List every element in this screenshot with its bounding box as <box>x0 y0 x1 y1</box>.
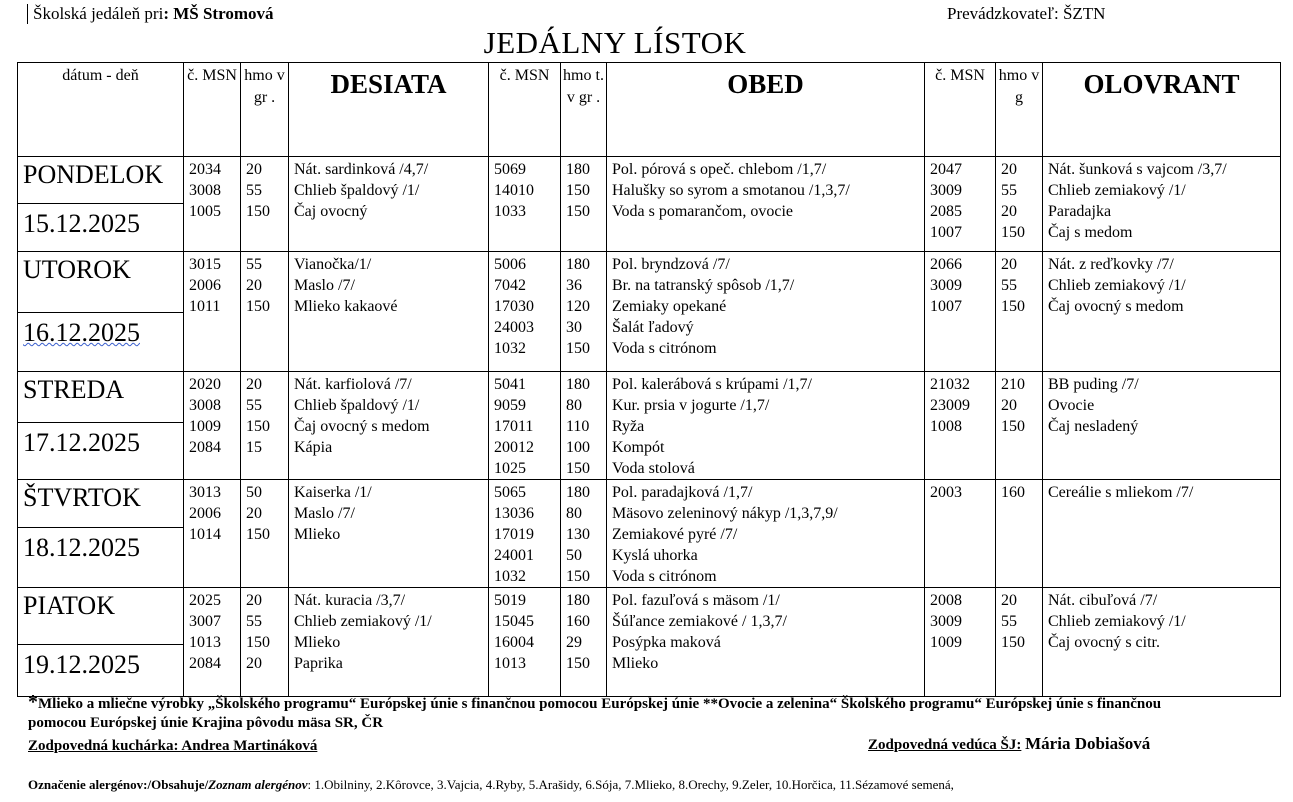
weight-obed-line: 150 <box>566 182 590 199</box>
weight-desiata-line: 15 <box>246 439 262 456</box>
day-cell <box>18 480 184 588</box>
olovrant-items-line: Chlieb zemiakový /1/ <box>1048 613 1186 630</box>
msn-desiata-line: 2025 <box>189 592 221 609</box>
msn-desiata-line: 1011 <box>189 298 221 315</box>
obed-items-line: Kyslá uhorka <box>612 547 698 564</box>
msn-olovrant-line: 3009 <box>930 182 962 199</box>
msn-obed-line: 17019 <box>494 526 534 543</box>
weight-obed-line: 50 <box>566 547 582 564</box>
weight-olovrant-line: 150 <box>1001 634 1025 651</box>
msn-olovrant-line: 1007 <box>930 298 962 315</box>
weight-desiata-cell <box>241 372 289 480</box>
weight-olovrant-line: 160 <box>1001 484 1025 501</box>
msn-olovrant-cell <box>925 588 996 697</box>
operator: Prevádzkovateľ: ŠZTN <box>947 4 1106 23</box>
col-weight-desiata: hmo v gr . <box>241 63 289 157</box>
obed-items-line: Pol. paradajková /1,7/ <box>612 484 753 501</box>
olovrant-items-line: Čaj ovocný s medom <box>1048 298 1184 315</box>
day-date: 18.12.2025 <box>23 533 140 562</box>
day-row <box>18 588 1281 697</box>
weight-obed-line: 150 <box>566 460 590 477</box>
weight-obed-cell <box>561 588 607 697</box>
msn-obed-line: 24003 <box>494 319 534 336</box>
weight-obed-line: 180 <box>566 484 590 501</box>
obed-items-line: Posýpka maková <box>612 634 721 651</box>
weight-desiata-line: 55 <box>246 182 262 199</box>
day-date: 15.12.2025 <box>23 209 140 238</box>
col-date-day: dátum - deň <box>18 63 184 157</box>
msn-obed-line: 1025 <box>494 460 526 477</box>
weight-desiata-line: 20 <box>246 592 262 609</box>
olovrant-items-cell <box>1043 588 1281 697</box>
weight-desiata-cell <box>241 480 289 588</box>
msn-obed-line: 14010 <box>494 182 534 199</box>
col-msn-olovrant: č. MSN <box>925 63 996 157</box>
msn-obed-line: 16004 <box>494 634 534 651</box>
olovrant-items-line: Nát. cibuľová /7/ <box>1048 592 1158 609</box>
weight-obed-line: 180 <box>566 256 590 273</box>
desiata-items-line: Maslo /7/ <box>294 505 355 522</box>
obed-items-line: Šalát ľadový <box>612 319 694 336</box>
day-row <box>18 372 1281 480</box>
weight-olovrant-cell <box>996 157 1043 252</box>
olovrant-items-line: Čaj ovocný s citr. <box>1048 634 1160 651</box>
olovrant-items-line: Chlieb zemiakový /1/ <box>1048 182 1186 199</box>
day-row <box>18 157 1281 252</box>
msn-obed-line: 9059 <box>494 397 526 414</box>
col-msn-desiata: č. MSN <box>184 63 241 157</box>
msn-desiata-line: 2020 <box>189 376 221 393</box>
desiata-items-line: Chlieb špaldový /1/ <box>294 182 420 199</box>
olovrant-items-cell <box>1043 252 1281 372</box>
msn-olovrant-line: 1007 <box>930 224 962 241</box>
msn-obed-line: 7042 <box>494 277 526 294</box>
weight-obed-cell <box>561 372 607 480</box>
msn-olovrant-line: 2085 <box>930 203 962 220</box>
weight-obed-line: 150 <box>566 340 590 357</box>
msn-desiata-line: 1013 <box>189 634 221 651</box>
allergen-label-italic: Zoznam alergénov <box>208 777 308 792</box>
weight-obed-line: 160 <box>566 613 590 630</box>
weight-obed-cell <box>561 252 607 372</box>
weight-olovrant-cell <box>996 480 1043 588</box>
olovrant-items-line: Chlieb zemiakový /1/ <box>1048 277 1186 294</box>
obed-items-line: Voda stolová <box>612 460 695 477</box>
responsible-head <box>868 733 1150 756</box>
allergen-label: Označenie alergénov:/Obsahuje/ <box>28 777 209 792</box>
weight-olovrant-cell <box>996 588 1043 697</box>
menu-table <box>17 62 1281 697</box>
weight-olovrant-line: 150 <box>1001 418 1025 435</box>
msn-olovrant-line: 2003 <box>930 484 962 501</box>
msn-desiata-line: 3013 <box>189 484 221 501</box>
day-date: 19.12.2025 <box>23 650 140 679</box>
header-row <box>18 63 1281 157</box>
msn-desiata-line: 2006 <box>189 505 221 522</box>
olovrant-items-line: Paradajka <box>1048 203 1112 220</box>
weight-desiata-line: 55 <box>246 256 262 273</box>
desiata-items-line: Nát. karfiolová /7/ <box>294 376 412 393</box>
obed-items-line: Ryža <box>612 418 645 435</box>
day-name: PIATOK <box>18 588 183 645</box>
obed-items-line: Halušky so syrom a smotanou /1,3,7/ <box>612 182 850 199</box>
weight-desiata-line: 20 <box>246 161 262 178</box>
note-star: * <box>28 691 38 713</box>
weight-desiata-line: 150 <box>246 203 270 220</box>
page-title: JEDÁLNY LÍSTOK <box>483 25 747 60</box>
olovrant-items-cell <box>1043 157 1281 252</box>
weight-olovrant-line: 20 <box>1001 592 1017 609</box>
msn-desiata-cell <box>184 372 241 480</box>
head-label: Zodpovedná vedúca ŠJ: <box>868 737 1022 753</box>
msn-desiata-cell <box>184 588 241 697</box>
weight-desiata-cell <box>241 588 289 697</box>
weight-olovrant-cell <box>996 372 1043 480</box>
msn-obed-line: 5019 <box>494 592 526 609</box>
col-obed: OBED <box>607 63 925 157</box>
obed-items-cell <box>607 252 925 372</box>
olovrant-items-line: Ovocie <box>1048 397 1095 414</box>
desiata-items-line: Mlieko kakaové <box>294 298 398 315</box>
msn-desiata-line: 3007 <box>189 613 221 630</box>
weight-obed-line: 80 <box>566 397 582 414</box>
day-name: ŠTVRTOK <box>18 480 183 528</box>
obed-items-line: Kur. prsia v jogurte /1,7/ <box>612 397 770 414</box>
msn-olovrant-cell <box>925 157 996 252</box>
col-weight-obed: hmo t. v gr . <box>561 63 607 157</box>
day-name: UTOROK <box>18 252 183 313</box>
weight-olovrant-line: 20 <box>1001 161 1017 178</box>
msn-obed-cell <box>489 252 561 372</box>
weight-obed-line: 36 <box>566 277 582 294</box>
desiata-items-line: Paprika <box>294 655 343 672</box>
msn-obed-line: 1032 <box>494 340 526 357</box>
col-olovrant: OLOVRANT <box>1043 63 1281 157</box>
msn-olovrant-line: 1008 <box>930 418 962 435</box>
msn-obed-line: 17011 <box>494 418 534 435</box>
school-name: : MŠ Stromová <box>163 4 274 23</box>
col-weight-olovrant: hmo v g <box>996 63 1043 157</box>
msn-olovrant-line: 2047 <box>930 161 962 178</box>
msn-desiata-line: 3008 <box>189 182 221 199</box>
weight-desiata-line: 150 <box>246 298 270 315</box>
olovrant-items-line: BB puding /7/ <box>1048 376 1139 393</box>
weight-obed-line: 180 <box>566 161 590 178</box>
col-msn-obed: č. MSN <box>489 63 561 157</box>
program-note <box>28 693 1178 733</box>
day-cell <box>18 588 184 697</box>
weight-desiata-line: 20 <box>246 277 262 294</box>
msn-desiata-line: 2034 <box>189 161 221 178</box>
desiata-items-line: Mlieko <box>294 634 341 651</box>
msn-obed-cell <box>489 372 561 480</box>
day-date: 17.12.2025 <box>23 428 140 457</box>
weight-obed-line: 180 <box>566 376 590 393</box>
msn-desiata-line: 3008 <box>189 397 221 414</box>
msn-obed-line: 1033 <box>494 203 526 220</box>
desiata-items-cell <box>289 372 489 480</box>
msn-obed-cell <box>489 480 561 588</box>
weight-olovrant-line: 20 <box>1001 203 1017 220</box>
responsible-cook: Zodpovedná kuchárka: Andrea Martináková <box>28 738 318 754</box>
weight-obed-line: 120 <box>566 298 590 315</box>
obed-items-line: Zemiakové pyré /7/ <box>612 526 738 543</box>
msn-olovrant-line: 3009 <box>930 277 962 294</box>
msn-olovrant-line: 21032 <box>930 376 970 393</box>
weight-desiata-line: 150 <box>246 418 270 435</box>
msn-desiata-line: 2084 <box>189 439 221 456</box>
olovrant-items-line: Čaj nesladený <box>1048 418 1139 435</box>
obed-items-cell <box>607 588 925 697</box>
allergen-list: : 1.Obilniny, 2.Kôrovce, 3.Vajcia, 4.Ryby, 5.Arašidy, 6.Sója, 7.Mlieko, 8.Orechy, 9.Zeler, 10.Horčica, 11.Sézamové semená, <box>307 777 954 792</box>
msn-obed-line: 1032 <box>494 568 526 585</box>
weight-obed-line: 29 <box>566 634 582 651</box>
msn-obed-cell <box>489 588 561 697</box>
weight-desiata-line: 150 <box>246 634 270 651</box>
obed-items-line: Pol. fazuľová s mäsom /1/ <box>612 592 780 609</box>
allergen-legend <box>28 777 954 793</box>
msn-olovrant-line: 2008 <box>930 592 962 609</box>
weight-olovrant-line: 150 <box>1001 224 1025 241</box>
weight-obed-line: 180 <box>566 592 590 609</box>
weight-desiata-line: 20 <box>246 505 262 522</box>
obed-items-line: Pol. pórová s opeč. chlebom /1,7/ <box>612 161 827 178</box>
msn-olovrant-line: 3009 <box>930 613 962 630</box>
olovrant-items-cell <box>1043 480 1281 588</box>
weight-olovrant-line: 55 <box>1001 613 1017 630</box>
msn-olovrant-cell <box>925 480 996 588</box>
obed-items-line: Šúľance zemiakové / 1,3,7/ <box>612 613 787 630</box>
obed-items-line: Voda s citrónom <box>612 340 717 357</box>
obed-items-line: Voda s pomarančom, ovocie <box>612 203 793 220</box>
msn-obed-line: 5069 <box>494 161 526 178</box>
olovrant-items-line: Nát. z reďkovky /7/ <box>1048 256 1174 273</box>
col-desiata: DESIATA <box>289 63 489 157</box>
obed-items-cell <box>607 372 925 480</box>
weight-obed-line: 130 <box>566 526 590 543</box>
day-name: STREDA <box>18 372 183 423</box>
day-cell <box>18 157 184 252</box>
desiata-items-line: Nát. kuracia /3,7/ <box>294 592 406 609</box>
obed-items-line: Mlieko <box>612 655 659 672</box>
obed-items-line: Pol. bryndzová /7/ <box>612 256 730 273</box>
weight-obed-cell <box>561 480 607 588</box>
msn-desiata-cell <box>184 157 241 252</box>
desiata-items-line: Chlieb špaldový /1/ <box>294 397 420 414</box>
weight-desiata-line: 55 <box>246 613 262 630</box>
canteen-name <box>27 4 274 24</box>
obed-items-line: Voda s citrónom <box>612 568 717 585</box>
obed-items-line: Kompót <box>612 439 665 456</box>
desiata-items-line: Nát. sardinková /4,7/ <box>294 161 429 178</box>
day-row <box>18 480 1281 588</box>
msn-desiata-line: 3015 <box>189 256 221 273</box>
msn-desiata-line: 1009 <box>189 418 221 435</box>
msn-desiata-cell <box>184 480 241 588</box>
weight-olovrant-line: 55 <box>1001 182 1017 199</box>
weight-obed-line: 100 <box>566 439 590 456</box>
msn-obed-cell <box>489 157 561 252</box>
weight-desiata-cell <box>241 157 289 252</box>
canteen-prefix: Školská jedáleň pri <box>33 4 164 23</box>
weight-desiata-line: 50 <box>246 484 262 501</box>
desiata-items-line: Čaj ovocný <box>294 203 368 220</box>
msn-olovrant-cell <box>925 252 996 372</box>
olovrant-items-line: Cereálie s mliekom /7/ <box>1048 484 1194 501</box>
msn-obed-line: 1013 <box>494 655 526 672</box>
day-row <box>18 252 1281 372</box>
obed-items-line: Mäsovo zeleninový nákyp /1,3,7,9/ <box>612 505 838 522</box>
olovrant-items-cell <box>1043 372 1281 480</box>
msn-olovrant-line: 1009 <box>930 634 962 651</box>
weight-obed-line: 150 <box>566 655 590 672</box>
obed-items-cell <box>607 157 925 252</box>
weight-olovrant-cell <box>996 252 1043 372</box>
day-cell <box>18 252 184 372</box>
msn-desiata-line: 1005 <box>189 203 221 220</box>
desiata-items-line: Kápia <box>294 439 333 456</box>
msn-desiata-line: 2084 <box>189 655 221 672</box>
weight-desiata-line: 20 <box>246 376 262 393</box>
weight-olovrant-line: 150 <box>1001 298 1025 315</box>
msn-desiata-line: 2006 <box>189 277 221 294</box>
day-cell <box>18 372 184 480</box>
weight-olovrant-line: 55 <box>1001 277 1017 294</box>
msn-desiata-line: 1014 <box>189 526 221 543</box>
msn-obed-line: 5041 <box>494 376 526 393</box>
desiata-items-cell <box>289 157 489 252</box>
msn-olovrant-line: 2066 <box>930 256 962 273</box>
desiata-items-line: Kaiserka /1/ <box>294 484 372 501</box>
msn-olovrant-line: 23009 <box>930 397 970 414</box>
weight-olovrant-line: 20 <box>1001 397 1017 414</box>
weight-obed-cell <box>561 157 607 252</box>
weight-desiata-line: 55 <box>246 397 262 414</box>
msn-obed-line: 20012 <box>494 439 534 456</box>
head-name: Mária Dobiašová <box>1025 734 1151 753</box>
msn-olovrant-cell <box>925 372 996 480</box>
msn-obed-line: 15045 <box>494 613 534 630</box>
msn-obed-line: 5065 <box>494 484 526 501</box>
weight-desiata-line: 150 <box>246 526 270 543</box>
weight-obed-line: 30 <box>566 319 582 336</box>
obed-items-line: Br. na tatranský spôsob /1,7/ <box>612 277 795 294</box>
msn-obed-line: 17030 <box>494 298 534 315</box>
obed-items-line: Zemiaky opekané <box>612 298 727 315</box>
olovrant-items-line: Čaj s medom <box>1048 224 1133 241</box>
obed-items-cell <box>607 480 925 588</box>
desiata-items-line: Čaj ovocný s medom <box>294 418 430 435</box>
weight-olovrant-line: 20 <box>1001 256 1017 273</box>
msn-desiata-cell <box>184 252 241 372</box>
msn-obed-line: 24001 <box>494 547 534 564</box>
desiata-items-line: Vianočka/1/ <box>294 256 372 273</box>
olovrant-items-line: Nát. šunková s vajcom /3,7/ <box>1048 161 1227 178</box>
msn-obed-line: 13036 <box>494 505 534 522</box>
msn-obed-line: 5006 <box>494 256 526 273</box>
desiata-items-cell <box>289 480 489 588</box>
desiata-items-cell <box>289 252 489 372</box>
weight-olovrant-line: 210 <box>1001 376 1025 393</box>
desiata-items-line: Maslo /7/ <box>294 277 355 294</box>
desiata-items-cell <box>289 588 489 697</box>
obed-items-line: Pol. kalerábová s krúpami /1,7/ <box>612 376 812 393</box>
day-name: PONDELOK <box>18 157 183 204</box>
desiata-items-line: Chlieb zemiakový /1/ <box>294 613 432 630</box>
weight-obed-line: 150 <box>566 203 590 220</box>
desiata-items-line: Mlieko <box>294 526 341 543</box>
day-date: 16.12.2025 <box>23 318 140 347</box>
note-text: Mlieko a mliečne výrobky „Školského programu“ Európskej únie s finančnou pomocou Európskej únie **Ovocie a zelenina“ Školského programu“ Európskej únie s finančnou pomocou Európskej únie Krajina pôvodu mäsa SR, ČR <box>28 696 1162 731</box>
weight-obed-line: 110 <box>566 418 590 435</box>
weight-obed-line: 80 <box>566 505 582 522</box>
weight-obed-line: 150 <box>566 568 590 585</box>
weight-desiata-line: 20 <box>246 655 262 672</box>
weight-desiata-cell <box>241 252 289 372</box>
